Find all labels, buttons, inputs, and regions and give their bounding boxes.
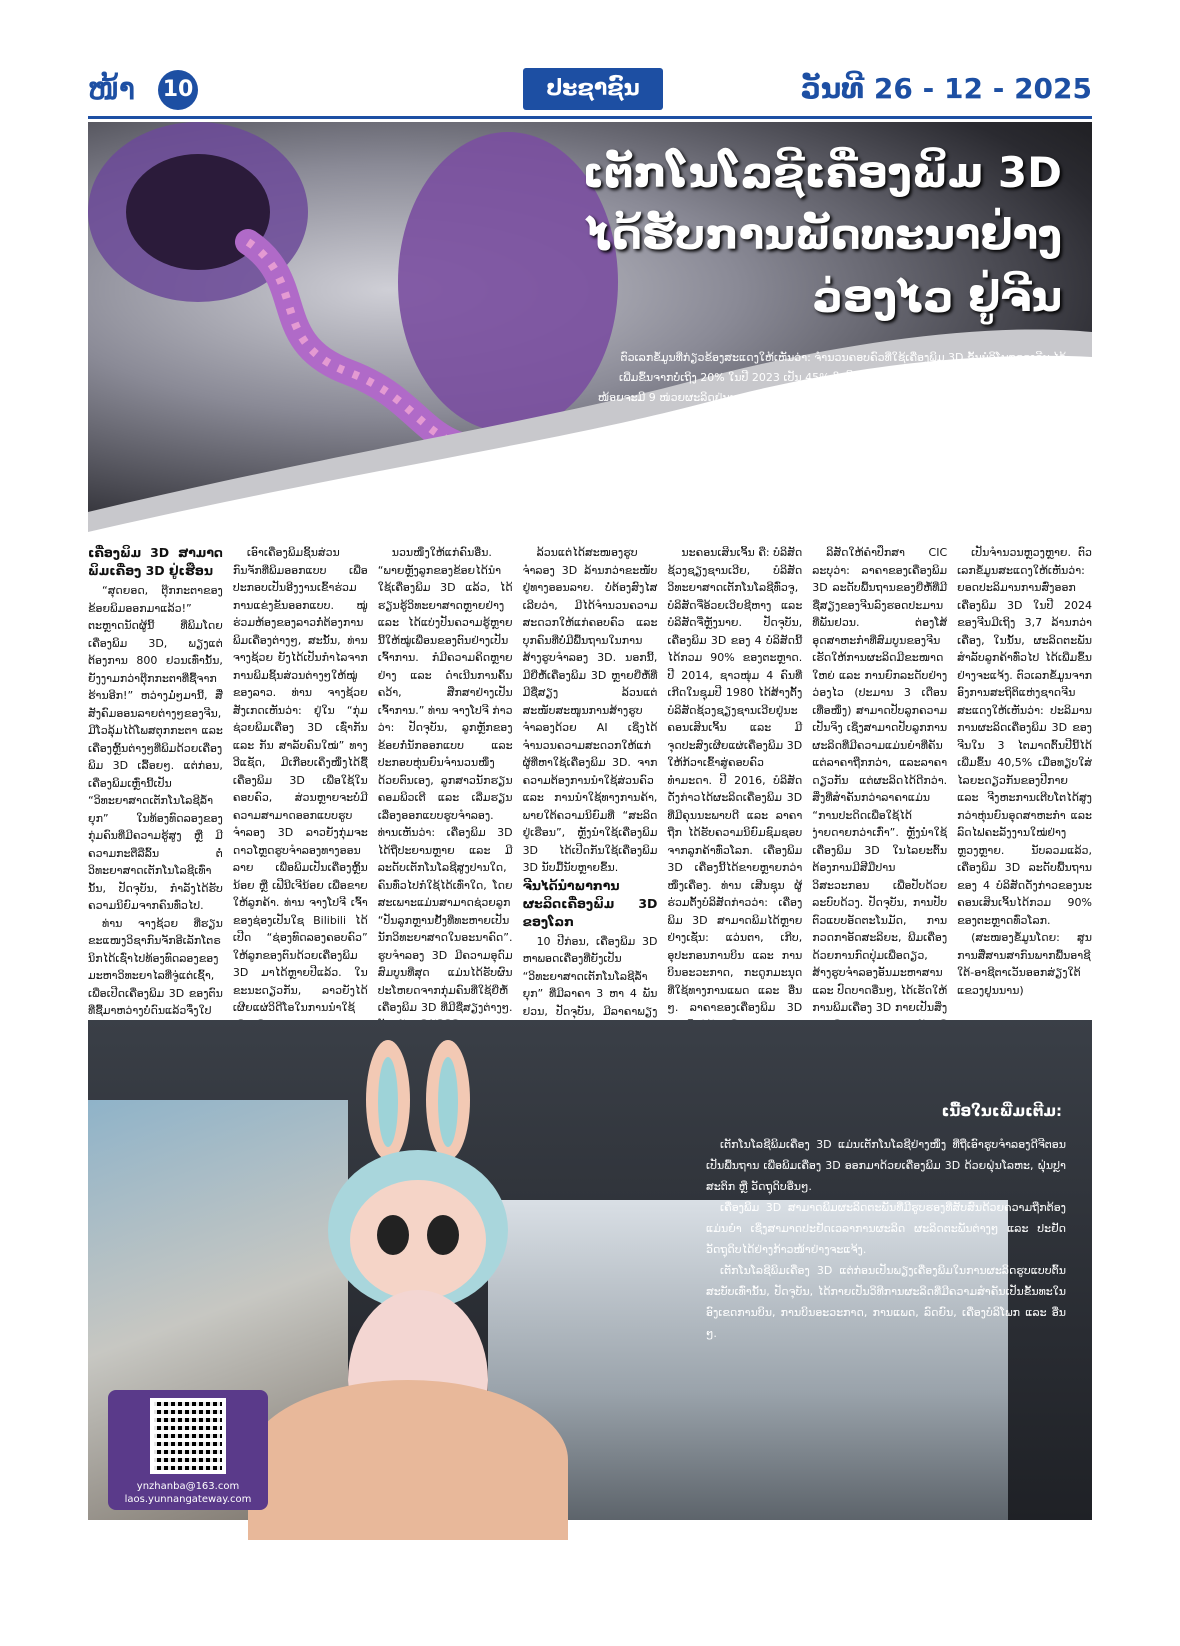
qr-code-icon[interactable]: [150, 1398, 226, 1474]
bottom-photo-collage: [88, 1020, 1092, 1520]
title-line-3: ວ່ອງໄວ ຢູ່ຈີນ: [812, 272, 1062, 321]
contact-website[interactable]: laos.yunnangateway.com: [124, 1494, 252, 1505]
article-body: [88, 544, 1092, 1018]
page-label: ໜ້າ: [88, 72, 136, 107]
newspaper-logo: ປະຊາຊົນ: [523, 68, 663, 110]
paragraph: ລ້ວນແຕ່ໄດ້ສະໜອງຮູບຈຳລອງ 3D ລ້ານກວ່າຂະໜັບຢູ່ທາງອອນລາຍ. ບໍ່ຕ້ອງສົງໄສເລີຍວ່າ, ມີໄດ້ຈຳນວນຄວາມສະດວກໃຫ້ແກ່ຄອບຄົວ ແລະ ບຸກຄົນທີ່ບໍ່ມີພື້ນຖານໃນການສ້າງຮູບຈຳລອງ 3D. ນອກນີ້, ມີຍີ່ຫໍ້ເຄື່ອງພິມ 3D ຫຼາຍຍີ່ຫໍ້ທີ່ມີຊື່ສຽງ ລ້ວນແຕ່ສະໜັບສະໜູນການສ້າງຮູບຈຳລອງດ້ວຍ AI ເຊິ່ງໄດ້ຈຳນວນຄວາມສະດວກໃຫ້ແກ່ຜູ້ທີ່ຫາໃຊ້ເຄື່ອງພິມ 3D. ຈາກຄວາມຕ້ອງການນຳໃຊ້ສ່ວນຄົວ ແລະ ການນຳໃຊ້ທາງການຄ້າ, ພາຍໃຕ້ຄວາມນິຍົມທີ່ “ສະລິດຢູ່ເຮືອນ”, ຫຼັງນຳໃຊ້ເຄື່ອງພິມ 3D ໄດ້ເປີດກັນໃຊ້ເຄື່ອງພິມ 3D ນັບມື້ນັບຫຼາຍຂຶ້ນ.: [522, 546, 658, 874]
hero-image: [88, 122, 1092, 542]
contact-info: [114, 1480, 262, 1506]
sidebar-paragraph: ເຕັກໂນໂລຊີພິມເຄື່ອງ 3D ແຕ່ກ່ອນເປັນພຽງເຄື່ອງພິມໃນການຜະລິດຮູບແບບຕົ້ນສະບັບເທົ່ານັ້ນ, ປັດຈຸບັນ, ໄດ້ກາຍເປັນວິທີການຜະລິດທີ່ມີຄວາມສຳຄັນເປັນຂັ້ນທະໃນອົງເຂດການບິນ, ການບິນອະວະກາດ, ການແພດ, ລົດຍົນ, ເຄື່ອງບໍລິໂພກ ແລະ ອື່ນໆ.: [706, 1264, 1066, 1340]
sidebar-title: ເນື້ອໃນເພີ່ມເຕີມ:: [941, 1102, 1062, 1120]
title-line-2: ໄດ້ຮັບການພັດທະນາຢ່າງ: [585, 210, 1062, 259]
paragraph: “ສຸດຍອດ, ຕຸ໊ກກະຕາຂອງຂ້ອຍພິມອອກມາແລ້ວ!” ຕະຫຼາດນັດຜູ້ນີ້ ທີ່ພິມໂດຍເຄື່ອງພິມ 3D, ພຽງແຕ່ຕ້ອງການ 800 ຢວນເທົ່ານັ້ນ, ຍັງງາມກວ່າຕຸ໊ກກະຕາທີ່ຊື້ຈາກຮ້ານອີກ!” ຫວ່າງມໍ່ໆມານີ້, ສື່ສັງຄົມອອນລາຍຕ່າງໆຂອງຈີນ, ມີໂວລຸ້ມໄດ້ໂພສຕຸກກະຕາ ແລະ ເຄື່ອງຫຼິ້ນຕ່າງໆທີ່ພິມດ້ວຍເຄື່ອງພິມ 3D ເລື້ອຍໆ. ແຕ່ກ່ອນ, ເຄື່ອງພິມເຫຼົ່ານີ້ເປັນ “ວິທະຍາສາດເຕັກໂນໂລຊີລ້ຳຍຸກ” ໃນທ້ອງທົດລອງຂອງກຸ່ມຄົນທີ່ມີຄວາມຮູ້ສູງ ຫຼື ມີຄວາມກະຕືລືລົ້ນ ຕໍ່ວິທະຍາສາດເຕັກໂນໂລຊີເທົ່ານັ້ນ, ປັດຈຸບັນ, ກຳລັງໄດ້ຮັບຄວາມນິຍົມຈາກຄົນທົ່ວໄປ.: [88, 584, 223, 912]
title-line-1: ເຕັກໂນໂລຊີເຄື່ອງພິມ 3D: [582, 148, 1062, 197]
sidebar-paragraph: ເຕັກໂນໂລຊີພິມເຄື່ອງ 3D ແມ່ນເຕັກໂນໂລຊີຢ່າງໜຶ່ງ ທີ່ຖືເອົາຮູບຈຳລອງດີຈີຕອນ ເປັນພື້ນຖານ ເພື່ອພິມເຄື່ອງ 3D ອອກມາດ້ວຍເຄື່ອງພິມ 3D ດ້ວຍຝຸ່ນໂລຫະ, ຝຸ່ນປຼາສະຕິກ ຫຼື ວັດຖຸດິບອື່ນໆ.: [706, 1138, 1066, 1193]
contact-email[interactable]: ynzhanba@163.com: [136, 1481, 240, 1492]
masthead-rule: [88, 116, 1092, 119]
contact-panel: [108, 1390, 268, 1510]
paragraph: ເປັນຈຳນວນຫຼວງຫຼາຍ. ຕົວເລກຂໍ້ມູນສະແດງໃຫ້ເຫັນວ່າ: ຍອດປະລິມານການສົ່ງອອກເຄື່ອງພິມ 3D ໃນປີ 2024 ຂອງຈີນມີເຖິງ 3,7 ລ້ານກວ່າເຄື່ອງ, ໃນນັ້ນ, ຜະລິດຕະພັນສຳລັບລູກຄ້າທົ່ວໄປ ໄດ້ເພີ່ມຂຶ້ນຢ່າງຈະແຈ້ງ. ຕົວເລກຂໍ້ມູນຈາກອົງການສະຖິຕິແຫ່ງຊາດຈີນສະແດງໃຫ້ເຫັນວ່າ: ປະລິມານການຜະລິດເຄື່ອງພິມ 3D ຂອງຈີນໃນ 3 ໄຕມາດຕົ້ນປີນີ້ໄດ້ເພີ່ມຂຶ້ນ 40,5% ເມື່ອທຽບໃສ່ໄລຍະດຽວກັນຂອງປີກາຍ ແລະ ຈີງຫະການເຕີບໂຕໄດ້ສູງກວ່າຫຸ່ນຍົນອຸດສາຫະກຳ ແລະ ລົດໄຟຄະລັງງານໃໝ່ຢ່າງຫຼວງຫຼາຍ. ນັບລວມແລ້ວ, ເຄື່ອງພິມ 3D ລະດັບພື້ນຖານຂອງ 4 ບໍລິສັດດັ່ງກ່າວຂອງນະຄອນເສິນເຈິ້ນໄດ້ກວມ 90% ຂອງຕະຫຼາດທົ່ວໂລກ.: [957, 546, 1092, 927]
paragraph: ທ່ານ ຈາງຊ້ວຍ ທີ່ຮຽນຂະແໜງວິຊາກົນຈັກອີເລັກໂຕຣນິກໄດ້ເຊົ່າໄປທ້ອງທົດລອງຂອງມະຫາວິທະຍາໄລທີ່ຈູ່ແຕ່ເຊົ້າ, ເພື່ອເປີດເຄື່ອງພິມ 3D ຂອງຕົນທີ່ຊື້ມາຫວ່າງບໍ່ດົນແລ້ວຈຶ່ງໃປ: [88, 916, 223, 1017]
paragraph: 10 ປີກ່ອນ, ເຄື່ອງພິມ 3D ຫາພອດເຄື່ອງທີ່ຍັງເປັນ “ວິທະຍາສາດເຕັກໂນໂລຊີລ້ຳຍຸກ” ທີ່ມີລາຄາ 3 ຫາ 4 ພັນຢວນ, ປັດຈຸບັນ, ມີລາຄາພຽງ: [522, 934, 658, 1018]
paragraph: ນວນໜຶ່ງໃຫ້ແກ່ຄົນອື່ນ. “ພາຍຫຼັງລູກຂອງຂ້ອຍໄດ້ນຳໃຊ້ເຄື່ອງພິມ 3D ແລ້ວ, ໄດ້ຮຽນຮູ້ວິທະຍາສາດຫຼາຍຢ່າງ ແລະ ໄດ້ແບ່ງປັນຄວາມຮູ້ຫຼາຍນີ້ໃຫ້ໝູ່ເພື່ອນຂອງຕົນຢ່າງເປັນເຈົ້າການ. ກໍມີຄວາມຄິດຫຼາຍຢ່າງ ແລະ ດຳເນີນການຄົ້ນຄວ້າ, ສືກສາຢ່າງເປັນເຈົ້າການ.” ທ່ານ ຈາງໂປຈີ ກ່າວວ່າ: ປັດຈຸບັນ, ລູກຫຼັກຂອງຂ້ອຍກໍ່ນັກອອກແບບ ແລະ ປະກອບຫຸ່ນຍົນຈຳນວນໜຶ່ງດ້ວຍຕົນເອງ, ລູກສາວນັກຮຽນຄອມພິວເຕີ ແລະ ເລີ່ມຮຽນເລື່ອງອອກແບບຮູບຈຳລອງ. ທ່ານເຫັນວ່າ: ເຄື່ອງພິມ 3D ໄດ້ຖືປະຍານຫຼາຍ ແລະ ມີລະດັບເຕັກໂນໂລຊີສູງປານໃດ, ຄົນທົ່ວໄປກໍໃຊ້ໄດ້ເທົ່າໃດ, ໂດຍສະເພາະແມ່ນສາມາດຊ່ວຍລູກ “ປັນລູກຫຼານຢັ້ງທີ່ທະຫາຍເປັນນັກວິທະຍາສາດໃນອະນາຄົດ”. ຮູບຈຳລອງ 3D ມີຄວາມອຸດົມສົມບູນທີ່ສຸດ ແມ່ນໄດ້ຮັບຜົນປະໂຫຍດຈາກກຸ່ມຄົນທີ່ໃຊ້ຍີ່ຫໍ້ເຄື່ອງພິມ 3D ທີ່ມີຊື່ສຽງຕ່າງໆ.: [377, 546, 513, 1014]
hand-holding-toy: [248, 1380, 568, 1540]
subheading-china-leads: ຈີນໄດ້ນຳພາການຜະລິດເຄື່ອງພິມ 3D ຂອງໂລກ: [522, 877, 658, 929]
article-title: [502, 142, 1062, 328]
source-credit: (ສະໜອງຂໍ້ມູນໂດຍ: ສູນການສື່ສານສາກົນພາກພື້ນອາຊີໃຕ້-ອາຊີຕາເວັນອອກສ່ຽງໃຕ້ ແຂວງຢູນນານ): [957, 931, 1092, 997]
hero-caption: ຕົວເລກຂໍ້ມູນທີ່ກ່ຽວຂ້ອງສະແດງໃຫ້ເຫັນວ່າ: ຈຳນວນຄອບຄົວທີ່ໃຊ້ເຄື່ອງພິມ 3D ຂັ້ນບໍລິໂພກຂອງຈີນ ໄດ້ເພີ່ມຂຶ້ນຈາກບໍ່ເຖິງ 20% ໃນປີ 2023 ເປັນ 45% ໃນປີນີ້. ຖ້າທົ່ວໂລກຂາຍເຄື່ອງພິມ 3D 10 ໜ່ວຍ, ຢ່າງໜ້ອຍຈະມີ 9 ໜ່ວຍຜະລິດຢູ່ນະຄອນເສິນເຈິ້ນແຂວງກວາງຕຸ້ງ ສປ ຈີນ. ການນຳມາໃຊ້ເຄື່ອງພິມ 3D ກຳລັງປຸກແປງວິຖີຊີວິດປະຈຳວັນຂອງປະຊາຊົນຢ່າງເປັນກ້າວໆ.: [597, 351, 1066, 424]
sidebar-paragraph: ເຄື່ອງພິມ 3D ສາມາດພິມຜະລິດຕະພັນທີ່ມີຮູບຮອງທີ່ສັບສົນດ້ວຍຄວາມຖືກຕ້ອງ ແມ່ນຍຳ ເຊິ່ງສາມາດປະຢັດເວລາການຜະລິດ ຜະລິດຕະພັນຕ່າງໆ ແລະ ປະຢັດວັດຖຸດິບໄດ້ຢ່າງກ້າວໜ້າຢ່າງຈະແຈ້ງ.: [706, 1201, 1066, 1256]
page-number: 10: [158, 70, 198, 110]
issue-date: ວັນທີ 26 - 12 - 2025: [800, 72, 1092, 105]
subheading-home-printing: ເຄື່ອງພິມ 3D ສາມາດພິມເຄື່ອງ 3D ຢູ່ເຮືອນ: [88, 545, 223, 578]
paragraph: ລິສັດໃຫ້ຄຳປຶກສາ CIC ລະບຸວ່າ: ລາຄາຂອງເຄື່ອງພິມ 3D ລະດັບພື້ນຖານຂອງຍີ່ຫໍ້ທີ່ມີຊື່ສຽງຂອງຈີນລົງຮອດປະມານທີ່ພັນຢວນ. ຕ່ອງໂສ້ອຸດສາຫະກຳທີ່ສົມບູນຂອງຈີນເຮັດໃຫ້ການຜະລິດມີຂະໜາດໃຫຍ່ ແລະ ການຍົກລະດັບຢ່າງວ່ອງໄວ (ປະມານ 3 ເດືອນເທື່ອໜຶ່ງ) ສາມາດປັບລູກຄວາມເປັນຈິງ ເຊິ່ງສາມາດປັບລູກການຜະລິດທີ່ມີຄວາມແມ່ນຍຳທີ່ຄັນ ແຕ່ລາຄາຖືກກວ່າ, ແລະລາຄາດຽວກັນ ແຕ່ຜະລິດໄດ້ດີກວ່າ. ສິ່ງທີ່ສຳຄັນກວ່າລາຄາແມ່ນ “ການປະດິດເພື່ອໃຊ້ໄດ້ງ່າຍດາຍກວ່າເກົ່າ”. ຫຼັງນຳໃຊ້ເຄື່ອງພິມ 3D ໃນໄລຍະຕົ້ນຕ້ອງການມີສີມືປານວິສະວະກອນ ເພື່ອປັບດ້ວຍລະບົບດ້ວງ. ປັດຈຸບັນ, ການປັບຕົວແບບອັດຕະໂນມັດ, ການກວດກາອັດສະລິຍະ, ພີມເຄື່ອງດ້ວຍການກົດປຸ່ມເພື່ອດຽວ, ສ້າງຮູບຈຳລອງອັນມະຫາສານ ແລະ ປົດບາດອື່ນໆ, ໄດ້ເຮັດໃຫ້ການພິມເຄື່ອງ 3D ກາຍເປັນສິ່ງ: [812, 546, 948, 1014]
masthead: [88, 68, 1092, 114]
paragraph: ນະຄອນເສິນເຈິ້ນ ຄື: ບໍລິສັດຊ້ວງຊຽງຊານເວີຍ, ບໍລິສັດວິທະຍາສາດເຕັກໂນໂລຊີທົ່ວຈູ, ບໍລິສັດຈີ່ອ້ວຍເວີຍຊີຫາງ ແລະ ບໍລິສັດຈີ່ຫຼັງນາຍ. ປັດຈຸບັນ, ເຄື່ອງພິມ 3D ຂອງ 4 ບໍລິສັດນີ້ໄດ້ກວມ 90% ຂອງຕະຫຼາດ. ປີ 2014, ຊາວໜຸ່ມ 4 ຄົນທີ່ເກີດໃນຊຸມປີ 1980 ໄດ້ສ້າງຕັ້ງບໍລິສັດຊ້ວງຊຽງຊານເວີຍຢູ່ນະຄອນເສິນເຈິ້ນ ແລະ ມີຈຸດປະສົງເຜີຍແຜ່ເຄື່ອງພິມ 3D ໃຫ້ກ້ວາເຂົ້າສູ່ຄອບຄົວທຳມະດາ. ປີ 2016, ບໍລິສັດດັ່ງກ່າວໄດ້ຜະລິດເຄື່ອງພິມ 3D ທີ່ມີຄຸນນະພາບດີ ແລະ ລາຄາຖືກ ໄດ້ຮັບຄວາມນິຍົມຊົມຊອບຈາກລູກຄ້າທົ່ວໂລກ. ເຄື່ອງພິມ 3D ເຄື່ອງນີ້ໄດ້ຂາຍຫຼາຍກວ່າໜຶ່ງເຄື່ອງ. ທ່ານ ເສີນຊຸນ ຜູ້ຮ່ວມຕັ້ງບໍລິສັດກ່າວວ່າ: ເຄື່ອງພິມ 3D ສາມາດພິມໄດ້ຫຼາຍຢ່າງເຊັ່ນ: ແວ່ນຕາ, ເກີບ, ອຸປະກອນການບິນ ແລະ ການບິນອະວະກາດ, ກະດູກມະນຸດ ທີ່ໃຊ້ທາງການແພດ ແລະ ອື່ນໆ. ລາຄາຂອງເຄື່ອງພິມ 3D: [667, 546, 803, 1014]
sidebar-box: [706, 1134, 1066, 1344]
paragraph: ເອົາເຄື່ອງພິມຊິ້ນສ່ວນກົນຈັກທີ່ພິມອອກແບບ ເພື່ອປະກອບເປັນອີງງານເຂົ້າຮ່ວມການແຂ່ງຂັນອອກແບບ. ໝູ່ຮ່ວມຫ້ອງຂອງລາວກໍ່ຕ້ອງການພິມເຄື່ອງຕ່າງໆ, ສະນັ້ນ, ທ່ານ ຈາງຊ້ວຍ ຍັງໄດ້ເປັນກຳໄລຈາກການພິມຊິ້ນສ່ວນຕ່າງໆໃຫ້ໝູ່ຂອງລາວ. ທ່ານ ຈາງຊ້ວຍ ສັງເກດເຫັນວ່າ: ຢູ່ໃນ “ກຸ່ມຊ່ວຍພິມເຄື່ອງ 3D ເຊົ່າກັນ ແລະ ກັນ ສາລັບຄົນໃໝ່” ທາງວີແຊັດ, ມີເກືອບເຄິ່ງໜຶ່ງໄດ້ຊື້ເຄື່ອງພິມ 3D ເພື່ອໃຊ້ໃນຄອບຄົວ, ສ່ວນຫຼາຍຈະບໍ່ມີຄວາມສາມາດອອກແບບຮູບຈຳລອງ 3D ລາວຍັງກຸ່ມຈະດາວໂຫຼດຮູບຈຳລອງທາງອອນລາຍ ເພື່ອພິມເປັນເຄື່ອງຫຼິ້ນນ້ອຍ ຫຼື ເຟີນີເຈີນ້ອຍ ເພື່ອຂາຍໃຫ້ລູກຄ້າ. ທ່ານ ຈາງໂປຈີ ເຈົ້າຂອງຊ່ອງເປັນໃຊ Bilibili ໄດ້ເປີດ “ຊ່ອງທົດລອງຄອບຄົວ” ໃຫ້ລູກຂອງຕົນດ້ວຍເຄື່ອງພິມ 3D ມາໄດ້ຫຼາຍປີແລ້ວ. ໃນຂະນະດຽວກັນ, ລາວຍັງໄດ້ເຜີຍແຜ່ວິດີໂອໃນການນຳໃຊ້: [232, 546, 368, 1014]
